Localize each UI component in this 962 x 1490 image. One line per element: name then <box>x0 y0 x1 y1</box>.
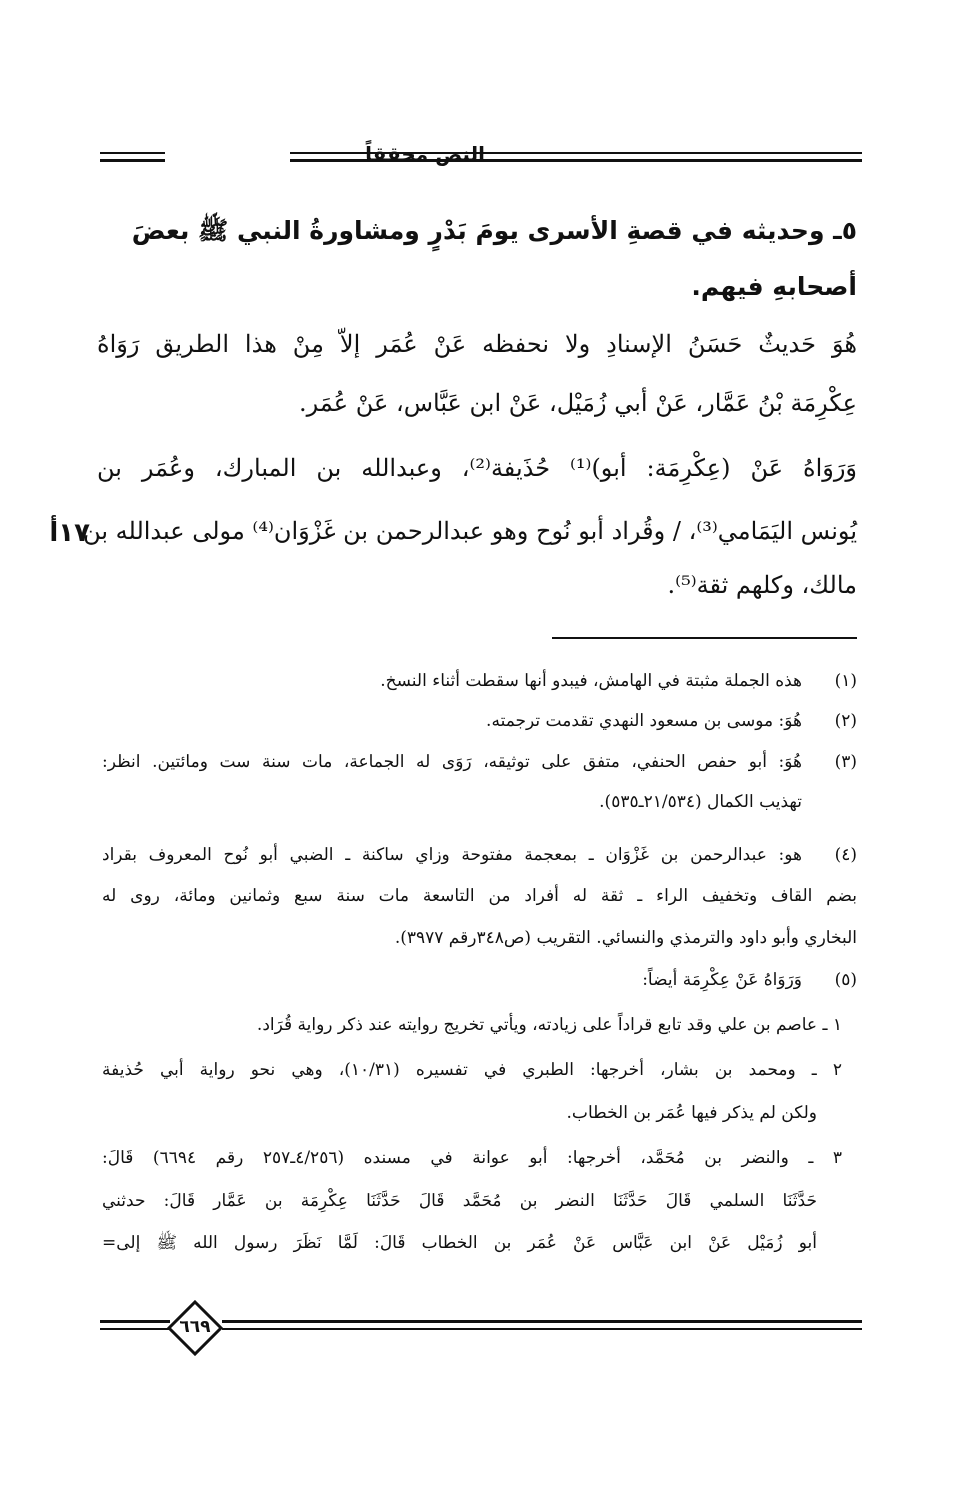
footnote-4-line-1: هو: عبدالرحمن بن غَزْوَان ـ بمعجمة مفتوحة وزاي ساكنة ـ الضبي أبو نُوح المعروف بقراد <box>102 845 802 865</box>
header-rule-left-bottom <box>100 159 165 162</box>
header-rule-left-top <box>100 152 165 154</box>
footnote-3-line-1: هُوَ: أبو حفص الحنفي، متفق على توثيقه، رَوَى له الجماعة، مات سنة ست ومائتين. انظر: <box>102 752 802 772</box>
manuscript-folio-marker: ١٧أ <box>49 518 90 548</box>
paragraph-2-line-2: يُونس اليَمَامي⁽³⁾، / وقُراد أبو نُوح وهو عبدالرحمن بن غَزْوَان⁽⁴⁾ مولى عبدالله بن <box>83 517 857 545</box>
footnote-4-number: (٤) <box>834 845 857 865</box>
footer-rule-left-bottom <box>100 1328 170 1330</box>
footnote-5-number: (٥) <box>834 970 857 990</box>
footnote-5-item-3-line-1: ٣ ـ والنضر بن مُحَمَّد، أخرجها: أبو عوانة في مسنده (٤/٢٥٦ـ٢٥٧ رقم ٦٦٩٤) قَالَ: <box>102 1148 842 1168</box>
section-heading-line-1: ٥ـ وحديثه في قصةِ الأسرى يومَ بَدْرٍ ومشاورةُ النبي ﷺ بعضَ <box>131 216 857 245</box>
footer-rule-left-top <box>100 1320 170 1323</box>
footnote-4-line-3: البخاري وأبو داود والترمذي والنسائي. التقريب (ص٣٤٨رقم ٣٩٧٧). <box>394 928 857 948</box>
page-number: ٦٦٩ <box>179 1317 211 1337</box>
footnote-2-line-1: هُوَ: موسى بن مسعود النهدي تقدمت ترجمته. <box>486 711 802 731</box>
paragraph-1-line-1: هُوَ حَديثٌ حَسَنُ الإسنادِ ولا نحفظه عَنْ عُمَر إلاّ مِنْ هذا الطريق رَوَاهُ <box>97 330 857 358</box>
paragraph-1-line-2: عِكْرِمَة بْنُ عَمَّار، عَنْ أبي زُمَيْل، عَنْ ابن عَبَّاس، عَنْ عُمَر. <box>299 389 857 417</box>
footnote-5-item-2-line-1: ٢ ـ ومحمد بن بشار، أخرجها: الطبري في تفسيره (١٠/٣١)، وهي نحو رواية أبي حُذيفة <box>102 1060 842 1080</box>
footnote-5-item-3-line-3: أبو زُمَيْل عَنْ ابن عَبَّاس عَنْ عُمَر بن الخطاب قَالَ: لَمَّا نَظَرَ رسول الله ﷺ إلى= <box>102 1233 817 1253</box>
footnote-2-number: (٢) <box>834 711 857 731</box>
footnote-3-line-2: تهذيب الكمال (٢١/٥٣٤ـ٥٣٥). <box>599 792 802 812</box>
paragraph-2-line-3: مالك، وكلهم ثقة⁽⁵⁾. <box>667 571 857 599</box>
paragraph-2-line-1: وَرَوَاهُ عَنْ (عِكْرِمَة: أبو)⁽¹⁾ حُذَيفة⁽²⁾، وعبدالله بن المبارك، وعُمَر بن <box>97 454 858 482</box>
footer-rule-right-top <box>222 1320 862 1323</box>
footnote-3-number: (٣) <box>834 752 857 772</box>
footnote-5-item-2-line-2: ولكن لم يذكر فيها عُمَر بن الخطاب. <box>566 1103 817 1123</box>
footnote-5-line-1: وَرَوَاهُ عَنْ عِكْرِمَة أيضاً: <box>642 970 802 990</box>
footnote-1-line-1: هذه الجملة مثبتة في الهامش، فيبدو أنها سقطت أثناء النسخ. <box>380 671 802 691</box>
footnote-4-line-2: بضم القاف وتخفيف الراء ـ ثقة له أفراد من التاسعة مات سنة سبع وثمانين ومائة، روى له <box>102 886 857 906</box>
running-header-title: النص محققاً <box>365 142 485 166</box>
section-heading-line-2: أصحابهِ فيهم. <box>691 272 857 301</box>
footnote-1-number: (١) <box>834 671 857 691</box>
footnote-separator <box>552 637 857 639</box>
footer-rule-right-bottom <box>222 1328 862 1330</box>
footnote-5-item-1: ١ ـ عاصم بن علي وقد تابع قراداً على زيادته، ويأتي تخريج روايته عند ذكر رواية قُرَاد. <box>256 1015 842 1035</box>
footnote-5-item-3-line-2: حَدَّثَنَا السلمي قَالَ حَدَّثَنَا النضر بن مُحَمَّد قَالَ حَدَّثَنَا عِكْرِمَة بن عَمَّار قَالَ: حدثني <box>102 1191 817 1211</box>
